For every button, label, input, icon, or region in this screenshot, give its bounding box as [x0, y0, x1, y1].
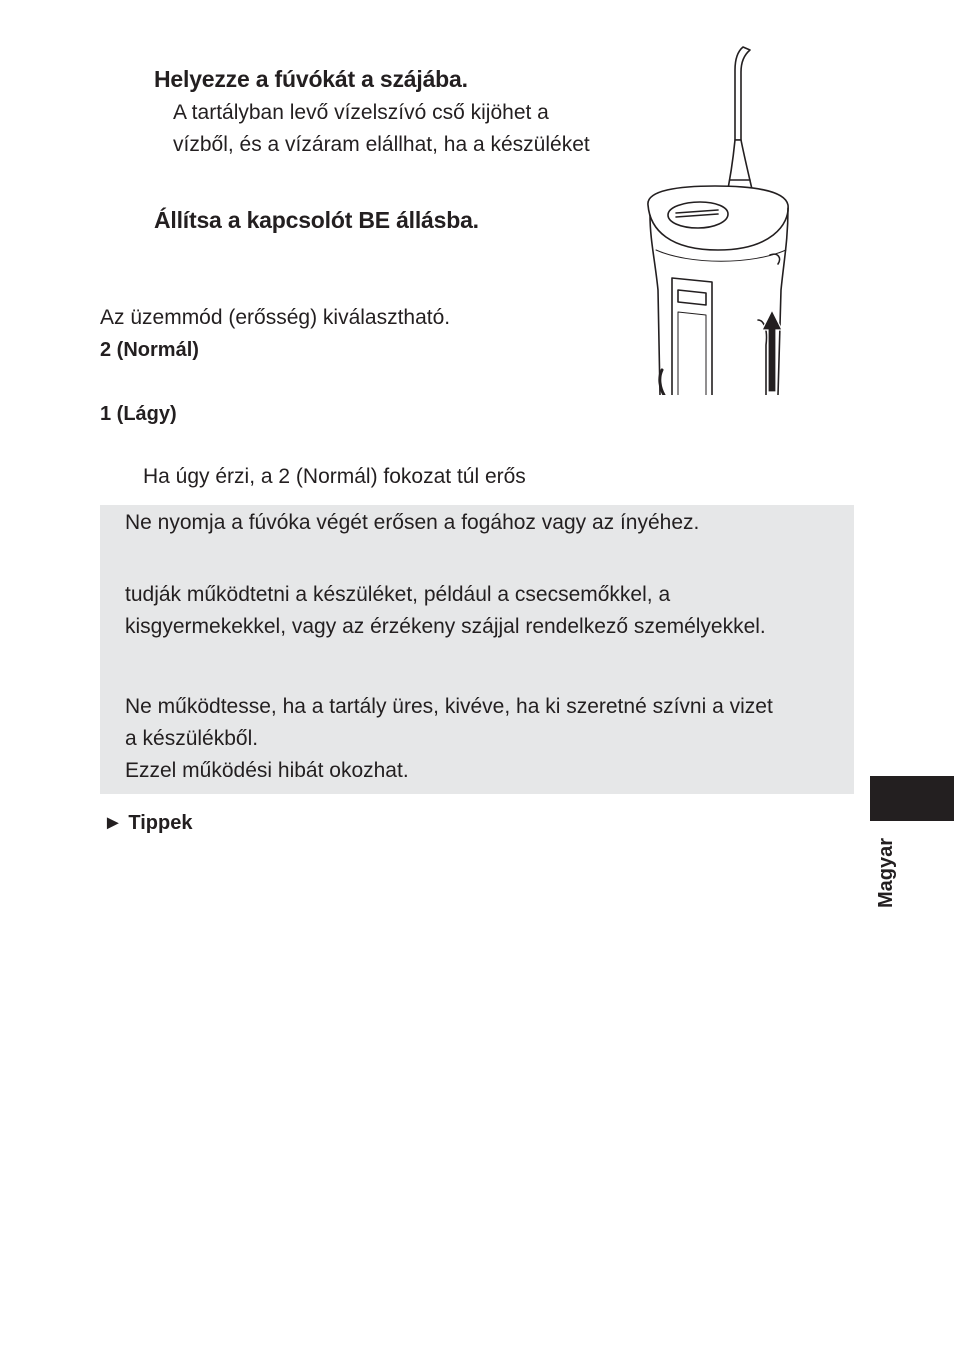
- caution-line-6: Ezzel működési hibát okozhat.: [125, 759, 409, 782]
- mode-soft-note: Ha úgy érzi, a 2 (Normál) fokozat túl erős: [143, 465, 526, 488]
- mode-intro: Az üzemmód (erősség) kiválasztható.: [100, 306, 451, 329]
- caution-box: [100, 505, 854, 794]
- mode-soft-label: 1 (Lágy): [100, 403, 177, 425]
- tips-heading: [103, 812, 192, 835]
- step2-heading: Állítsa a kapcsolót BE állásba.: [154, 207, 479, 233]
- mode-normal-label: 2 (Normál): [100, 339, 199, 361]
- step1-text-line-2: vízből, és a vízáram elállhat, ha a készüléket: [173, 133, 590, 156]
- tips-marker-icon: ►: [103, 812, 123, 834]
- language-label: Magyar: [875, 837, 897, 909]
- language-tab: [870, 776, 954, 821]
- caution-line-3: kisgyermekekkel, vagy az érzékeny szájjal rendelkező személyekkel.: [125, 615, 766, 638]
- step1-heading: Helyezze a fúvókát a szájába.: [154, 66, 468, 92]
- step1-text-line-1: A tartályban levő vízelszívó cső kijöhet a: [173, 101, 549, 124]
- caution-line-2: tudják működtetni a készüléket, például a csecsemőkkel, a: [125, 583, 671, 606]
- caution-line-5: a készülékből.: [125, 727, 259, 750]
- device-illustration: [640, 40, 800, 395]
- tips-label: Tippek: [128, 812, 193, 834]
- caution-line-4: Ne működtesse, ha a tartály üres, kivéve, ha ki szeretné szívni a vizet: [125, 695, 773, 718]
- caution-line-1: Ne nyomja a fúvóka végét erősen a fogához vagy az ínyéhez.: [125, 511, 700, 534]
